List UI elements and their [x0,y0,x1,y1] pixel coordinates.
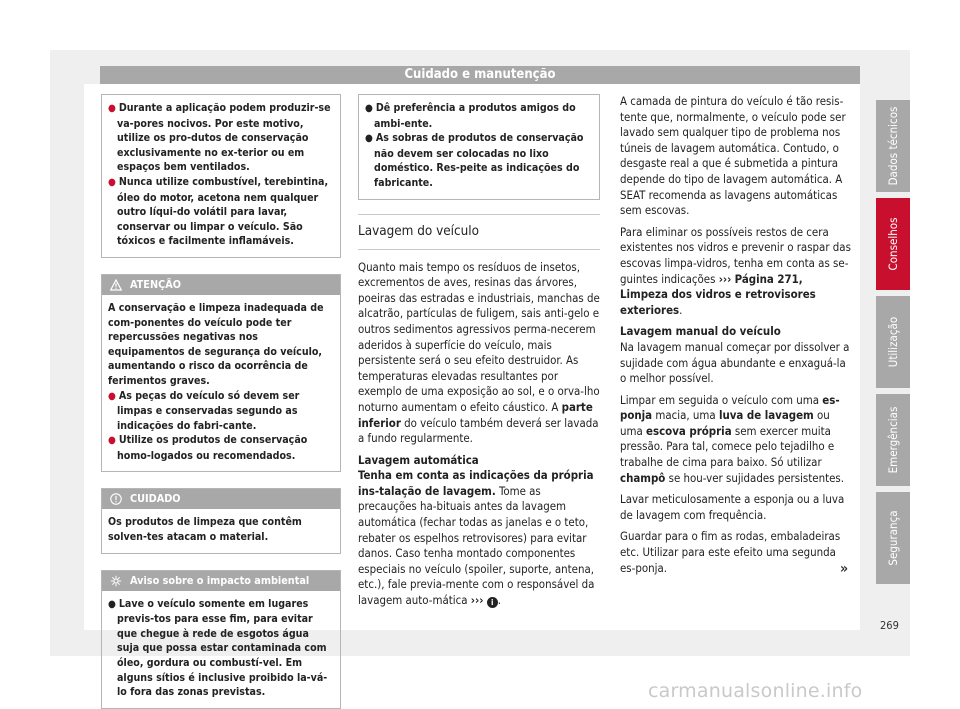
reference-arrows: ››› [718,271,732,286]
tab-emergencias[interactable]: Emergências [876,394,910,486]
warning-triangle-icon [110,279,122,291]
bullet-item: ● As sobras de produtos de conservação não devem ser colocadas no lixo doméstico. Res-peite as indicações do fabricante. [365,132,584,189]
subheading-lavagem-manual: Lavagem manual do veículo [620,324,781,339]
paragraph: Para eliminar os possíveis restos de cera existentes nos vidros e prevenir o raspar das escovas limpa-vidros, tenha em conta as se-guintes indicações ››› Página 271, Limpeza dos vidros e retrovisores exteriores. [620,224,851,317]
section-divider [358,249,600,250]
column-right [620,94,854,582]
bullet-item: ● Nunca utilize combustível, terebintina, óleo do motor, acetona nem qualquer outro líqui-do volátil para lavar, conservar ou limpar o veículo. São tóxicos e facilmente inflamáveis. [108,175,329,248]
paragraph: Guardar para o fim as rodas, embaladeiras etc. Utilizar para este efeito uma segunda es-ponja. [620,529,841,575]
column-left [101,94,341,709]
watermark: carmanualsonline.info [648,680,863,702]
bullet-dot-icon: ● [108,598,116,610]
bullet-dot-icon: ● [108,176,116,188]
environment-box [101,570,341,709]
bullet-item: ● Durante a aplicação podem produzir-se va-pores nocivos. Por este motivo, utilize os pro-dutos de conservação exclusivamente no ex-terior ou em espaços bem ventilados. [108,102,331,174]
section-title: Lavagem do veículo [358,223,479,239]
environment-header: Aviso sobre o impacto ambiental [102,571,340,591]
atencao-intro: A conservação e limpeza inadequada de com-ponentes do veículo pode ter repercussões negativas nos equipamentos de segurança do veículo, aumentando o risco da ocorrência de ferimentos graves. [108,301,324,387]
bullet-item: ● As peças do veículo só devem ser limpas e conservadas segundo as indicações do fabri-cante. [108,389,300,432]
bullet-dot-icon: ● [365,103,373,114]
bullet-dot-icon: ● [108,390,116,402]
leaf-icon [110,575,122,587]
continue-mark: » [840,561,849,577]
paragraph: Na lavagem manual começar por dissolver a sujidade com água abundante e enxaguá-la o melhor possível. [620,339,850,386]
cuidado-box [101,488,341,553]
bullet-dot-icon: ● [108,103,116,114]
bullet-dot-icon: ● [365,133,373,145]
bullet-item: ● Lave o veículo somente em lugares previs-tos para esse fim, para evitar que chegue à rede de esgotos água suja que possa estar contaminada com óleo, gordura ou combustí-vel. Em alguns sítios é inclusive proibido la-vá-lo fora das zonas previstas. [108,597,328,699]
tab-dados-tecnicos[interactable]: Dados técnicos [876,100,910,192]
page-number: 269 [880,619,899,632]
atencao-box [101,274,341,473]
atencao-header: ATENÇÃO [102,275,340,295]
page-header: Cuidado e manutenção [100,66,860,84]
cuidado-text: Os produtos de limpeza que contêm solven-tes atacam o material. [108,516,302,544]
tab-utilizacao[interactable]: Utilização [876,296,910,388]
environment-continued-box [358,94,600,200]
paragraph: Quanto mais tempo os resíduos de insetos, excrementos de aves, resinas das árvores, poeiras das estradas e industriais, manchas de alcatrão, partículas de fuligem, sais anti-gelo e outros sedimentos agressivos perma-necerem aderidos à superfície do veículo, mais persistente será o seu efeito destruidor. As temperaturas elevadas resultantes por exemplo de uma exposição ao sol, e o orva-lho noturno aumentam o efeito cáustico. A parte inferior do veículo também deverá ser lavada a fundo regularmente. [358,259,600,446]
page-reference-link[interactable]: Página 271, Limpeza dos vidros e retrovisores exteriores [620,271,816,317]
cuidado-header: CUIDADO [102,489,340,509]
bullet-item: ● Dê preferência a produtos amigos do ambi-ente. [365,102,576,130]
tab-seguranca[interactable]: Segurança [876,492,910,584]
paragraph: Lavar meticulosamente a esponja ou a luva de lavagem com frequência. [620,492,845,522]
reference-arrows: ››› [470,593,484,608]
paragraph: A camada de pintura do veículo é tão resis-tente que, normalmente, o veículo pode ser lavado sem qualquer tipo de problema nos túneis de lavagem automática. Contudo, o desgaste real a que é submetida a pintura depende do tipo de lavagem automática. A SEAT recomenda as lavagens automáticas sem escovas. [620,94,846,218]
warning-continued-box [101,94,341,258]
paragraph: Limpar em seguida o veículo com uma es-ponja macia, uma luva de lavagem ou uma escova própria sem exercer muita pressão. Para tal, comece pelo tejadilho e trabalhe de cima para baixo. Só utilizar champô se hou-ver sujidades persistentes. [620,392,845,485]
subheading-lavagem-automatica: Lavagem automática [358,452,479,467]
info-icon[interactable]: i [487,597,498,608]
bullet-item: ● Utilize os produtos de conservação homo-logados ou recomendados. [108,434,308,462]
column-middle [358,94,600,615]
bullet-dot-icon: ● [108,435,116,447]
exclamation-circle-icon [110,493,122,505]
tab-conselhos[interactable]: Conselhos [876,198,910,290]
paragraph: Tenha em conta as indicações da própria ins-talação de lavagem. Tome as precauções ha-bituais antes da lavagem automática (fechar todas as janelas e o teto, rebater os espelhos retrovisores) para evitar danos. Caso tenha montado componentes especiais no veículo (spoiler, suporte, antena, etc.), fale previa-mente com o responsável da lavagem auto-mática ››› i . [358,468,595,608]
section-divider [358,214,600,215]
